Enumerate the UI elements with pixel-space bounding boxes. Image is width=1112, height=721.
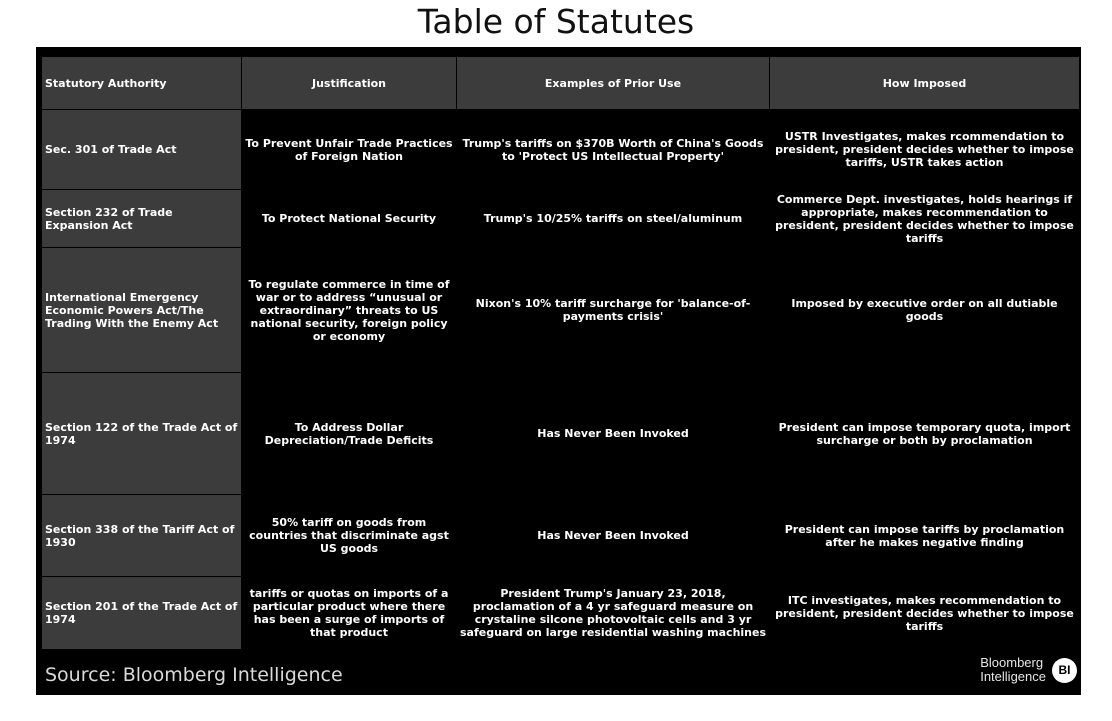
- cell-statutory-authority: International Emergency Economic Powers Act/The Trading With the Enemy Act: [42, 248, 242, 373]
- logo-line-intelligence: Intelligence: [980, 669, 1046, 684]
- table-row: [42, 577, 1080, 650]
- cell-justification: To Prevent Unfair Trade Practices of Foreign Nation: [242, 110, 457, 190]
- cell-prior-use: President Trump's January 23, 2018, proclamation of a 4 yr safeguard measure on crystaline silcone photovoltaic cells and 3 yr safeguard on large residential washing machines: [457, 577, 770, 650]
- cell-prior-use: Has Never Been Invoked: [457, 373, 770, 495]
- cell-statutory-authority: Section 122 of the Trade Act of 1974: [42, 373, 242, 495]
- cell-how-imposed: ITC investigates, makes recommendation to president, president decides whether to impose tariffs: [770, 577, 1080, 650]
- cell-how-imposed: Imposed by executive order on all dutiable goods: [770, 248, 1080, 373]
- cell-prior-use: Trump's 10/25% tariffs on steel/aluminum: [457, 190, 770, 248]
- cell-justification: tariffs or quotas on imports of a particular product where there has been a surge of imports of that product: [242, 577, 457, 650]
- cell-how-imposed: President can impose temporary quota, import surcharge or both by proclamation: [770, 373, 1080, 495]
- table-row: [42, 495, 1080, 577]
- cell-prior-use: Nixon's 10% tariff surcharge for 'balance-of-payments crisis': [457, 248, 770, 373]
- cell-statutory-authority: Section 338 of the Tariff Act of 1930: [42, 495, 242, 577]
- cell-statutory-authority: Sec. 301 of Trade Act: [42, 110, 242, 190]
- cell-statutory-authority: Section 201 of the Trade Act of 1974: [42, 577, 242, 650]
- header-how-imposed: How Imposed: [770, 57, 1080, 110]
- cell-justification: To regulate commerce in time of war or to address “unusual or extraordinary” threats to US national security, foreign policy or economy: [242, 248, 457, 373]
- logo-line-bloomberg: Bloomberg: [980, 655, 1044, 670]
- source-note: Source: Bloomberg Intelligence: [45, 664, 343, 686]
- cell-prior-use: Trump's tariffs on $370B Worth of China's Goods to 'Protect US Intellectual Property': [457, 110, 770, 190]
- cell-justification: 50% tariff on goods from countries that discriminate agst US goods: [242, 495, 457, 577]
- header-justification: Justification: [242, 57, 457, 110]
- logo-text: [980, 656, 1046, 684]
- header-examples-of-prior-use: Examples of Prior Use: [457, 57, 770, 110]
- table-header-row: [42, 57, 1080, 110]
- table-row: [42, 110, 1080, 190]
- page-title: Table of Statutes: [417, 2, 695, 41]
- header-statutory-authority: Statutory Authority: [42, 57, 242, 110]
- cell-justification: To Protect National Security: [242, 190, 457, 248]
- table-row: [42, 190, 1080, 248]
- cell-prior-use: Has Never Been Invoked: [457, 495, 770, 577]
- cell-justification: To Address Dollar Depreciation/Trade Deficits: [242, 373, 457, 495]
- table-row: [42, 373, 1080, 495]
- cell-how-imposed: USTR Investigates, makes rcommendation to president, president decides whether to impose tariffs, USTR takes action: [770, 110, 1080, 190]
- bloomberg-intelligence-logo: [980, 656, 1077, 684]
- bi-badge-icon: BI: [1052, 658, 1077, 683]
- cell-how-imposed: President can impose tariffs by proclamation after he makes negative finding: [770, 495, 1080, 577]
- cell-how-imposed: Commerce Dept. investigates, holds hearings if appropriate, makes recommendation to president, president decides whether to impose tariffs: [770, 190, 1080, 248]
- statutes-table: [41, 56, 1080, 650]
- cell-statutory-authority: Section 232 of Trade Expansion Act: [42, 190, 242, 248]
- statutes-panel: [36, 47, 1081, 695]
- table-row: [42, 248, 1080, 373]
